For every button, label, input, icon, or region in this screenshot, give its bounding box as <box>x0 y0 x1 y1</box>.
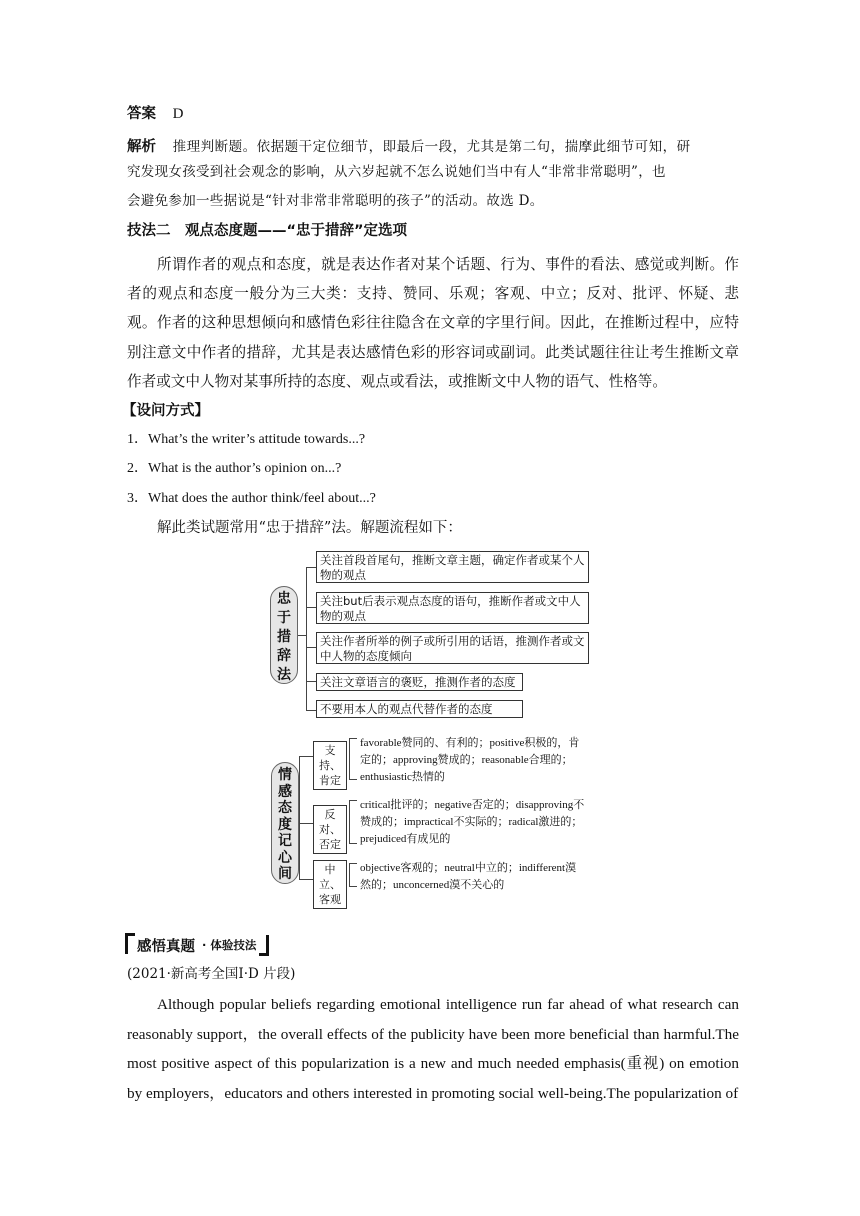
diagram2-group-label-support <box>313 741 347 790</box>
diagram2-text-line: 赞成的；impractical不实际的；radical激进的； <box>360 816 583 828</box>
diagram2-group-label-neutral <box>313 860 347 909</box>
diagram2-title-char: 感 <box>278 783 292 800</box>
diagram1-title <box>270 586 298 684</box>
diagram2-text-line: 然的；unconcerned漠不关心的 <box>360 879 505 891</box>
diagram1-title-char: 忠 <box>277 591 291 607</box>
diagram1-connector <box>306 647 316 648</box>
diagram2-title-char: 情 <box>278 767 292 783</box>
question-form-3: 3．What does the author think/feel about...? <box>127 491 376 506</box>
analysis-label: 解析 <box>127 139 156 155</box>
question-form-2: 2．What is the author’s opinion on...? <box>127 461 342 476</box>
diagram1-step: 关注but后表示观点态度的语句，推断作者或文中人物的观点 <box>316 592 589 624</box>
technique-title: 技法二 观点态度题——“忠于措辞”定选项 <box>127 223 408 239</box>
diagram1-connector <box>306 607 316 608</box>
diagram2-text-line: prejudiced有成见的 <box>360 833 451 845</box>
diagram2-group-label-oppose <box>313 805 347 854</box>
answer-value: D <box>172 106 184 122</box>
diagram2-title-char: 记 <box>278 833 292 849</box>
diagram2-bracket-small <box>349 738 357 780</box>
diagram2-text-line: 定的；approving赞成的；reasonable合理的； <box>360 754 573 766</box>
analysis-line-2: 究发现女孩受到社会观念的影响，从六岁起就不怎么说她们当中有人“非常非常聪明”，也 <box>127 164 666 180</box>
diagram2-label-line: 客观 <box>319 893 341 906</box>
diagram2-group-text-support <box>360 735 600 786</box>
analysis-line-1 <box>127 133 691 162</box>
section-header-sub: · 体验技法 <box>202 938 257 952</box>
diagram1-connector <box>298 635 306 636</box>
source-line: (2021·新高考全国Ⅰ·D 片段) <box>127 966 296 982</box>
left-corner-bracket <box>125 933 135 954</box>
diagram2-label-line: 否定 <box>319 838 341 851</box>
diagram1-title-char: 措 <box>277 629 291 645</box>
question-form-1: 1．What’s the writer’s attitude towards...? <box>127 432 366 447</box>
diagram1-step: 关注文章语言的褒贬，推测作者的态度 <box>316 673 523 691</box>
diagram2-text-line: critical批评的；negative否定的；disapproving不 <box>360 799 585 811</box>
answer-line <box>127 104 183 124</box>
diagram2-text-line: favorable赞同的、有利的；positive积极的，肯 <box>360 737 580 749</box>
diagram2-title-char: 度 <box>278 816 292 833</box>
diagram1-title-char: 辞 <box>277 648 291 664</box>
diagram2-text-line: enthusiastic热情的 <box>360 771 445 783</box>
diagram2-label-line: 反对、 <box>319 808 341 836</box>
diagram1-step: 关注首段首尾句，推断文章主题，确定作者或某个人物的观点 <box>316 551 589 583</box>
diagram1-title-char: 法 <box>277 667 291 683</box>
diagram2-label-line: 肯定 <box>319 774 341 787</box>
english-passage: Although popular beliefs regarding emotional intelligence run far ahead of what research can reasonably support，the overall effects of the publicity have been more beneficial than harmful.The most positive aspect of this popularization is a new and much needed emphasis(重视) on emotion by employers，educators and others interested in promoting social well-being.The popularization of <box>127 996 739 1102</box>
diagram2-group-text-oppose <box>360 797 600 848</box>
diagram2-label-line: 支持、 <box>319 744 341 772</box>
answer-label: 答案 <box>127 106 156 122</box>
diagram1-title-char: 于 <box>277 610 291 626</box>
section-header-main: 感悟真题 <box>137 939 195 955</box>
diagram2-group-text-neutral <box>360 860 600 894</box>
diagram2-title <box>271 762 299 884</box>
diagram1-step: 不要用本人的观点代替作者的态度 <box>316 700 523 718</box>
intro-paragraph: 所谓作者的观点和态度，就是表达作者对某个话题、行为、事件的看法、感觉或判断。作者的观点和态度一般分为三大类：支持、赞同、乐观；客观、中立；反对、批评、怀疑、悲观。作者的这种思想倾向和感情色彩往往隐含在文章的字里行间。因此，在推断过程中，应特别注意文中作者的措辞，尤其是表达感情色彩的形容词或副词。此类试题往往让考生推断文章作者或文中人物对某事所持的态度、观点或看法，或推断文中人物的语气、性格等。 <box>127 256 739 390</box>
diagram2-title-char: 态 <box>278 800 292 816</box>
right-corner-bracket <box>259 935 269 956</box>
diagram2-title-char: 心 <box>278 849 292 866</box>
diagram2-bracket-small <box>349 863 357 887</box>
diagram2-title-char: 间 <box>278 866 292 882</box>
method-line: 解此类试题常用“忠于措辞”法。解题流程如下： <box>157 520 462 536</box>
analysis-text-1: 推理判断题。依据题干定位细节，即最后一段，尤其是第二句，揣摩此细节可知，研 <box>172 139 691 155</box>
diagram2-bracket-small <box>349 800 357 844</box>
diagram2-connector <box>299 823 313 824</box>
diagram1-step: 关注作者所举的例子或所引用的话语，推测作者或文中人物的态度倾向 <box>316 632 589 664</box>
analysis-line-3: 会避免参加一些据说是“针对非常非常聪明的孩子”的活动。故选 D。 <box>127 193 544 209</box>
diagram2-bracket <box>299 756 314 880</box>
question-forms-heading: 【设问方式】 <box>122 403 209 419</box>
diagram2-label-line: 中立、 <box>319 863 341 891</box>
diagram1-connector <box>306 681 316 682</box>
diagram2-text-line: objective客观的；neutral中立的；indifferent漠 <box>360 862 577 874</box>
